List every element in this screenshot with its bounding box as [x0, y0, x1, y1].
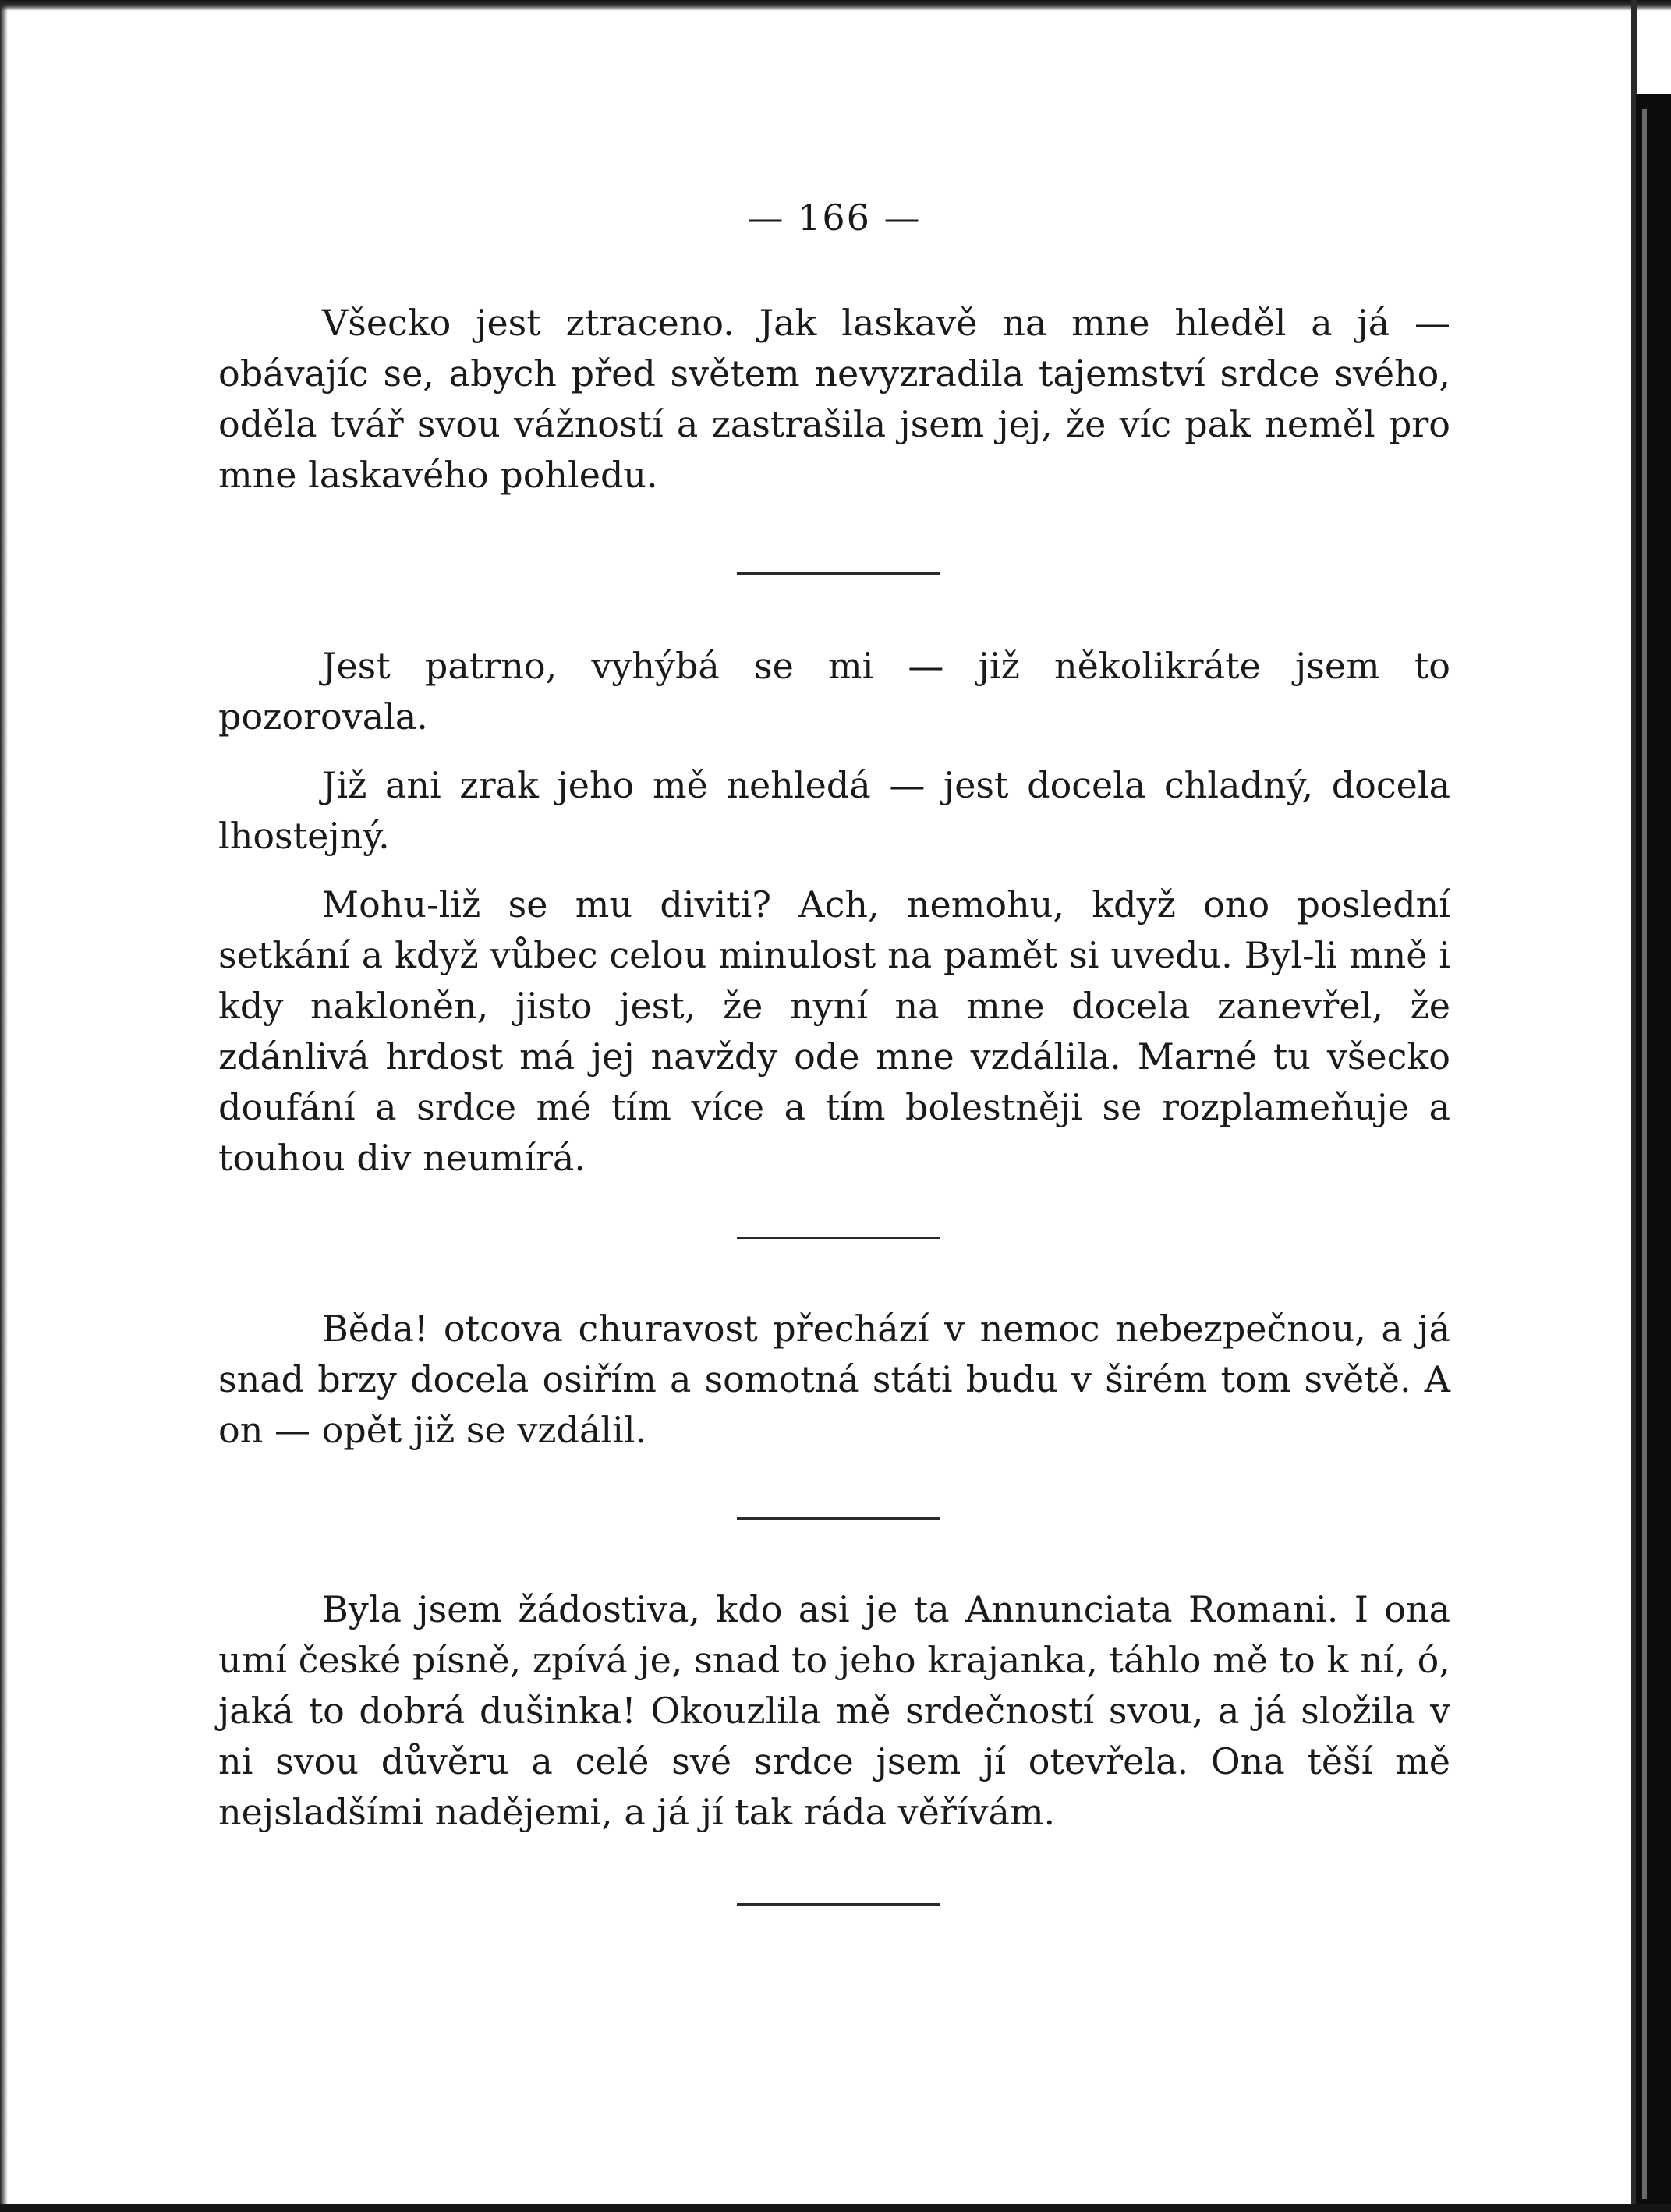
paragraph: Mohu-liž se mu diviti? Ach, nemohu, když ono poslední setkání a když vůbec celou minulost na pamět si uvedu. Byl-li mně i kdy nakloněn, jisto jest, že nyní na mne docela zanevřel, že zdánlivá hrdost má jej navždy ode mne vzdálila. Marné tu všecko doufání a srdce mé tím více a tím bolestněji se rozplameňuje a touhou div neumírá. — [218, 883, 1450, 1179]
section-3 — [218, 1304, 1450, 1456]
section-1 — [218, 298, 1450, 501]
scan-left-edge — [0, 0, 8, 2212]
paragraph: Jest patrno, vyhýbá se mi — již několikráte jsem to pozorovala. — [218, 645, 1450, 738]
page-number: — 166 — — [747, 196, 922, 239]
paragraph: Byla jsem žádostiva, kdo asi je ta Annunciata Romani. I ona umí české písně, zpívá je, snad to jeho krajanka, táhlo mě to k ní, ó, jaká to dobrá dušinka! Okouzlila mě srdečností svou, a já složila v ni svou důvěru a celé své srdce jsem jí otevřela. Ona těší mě nejsladšími nadějemi, a já jí tak ráda věřívám. — [218, 1588, 1450, 1833]
paragraph: Všecko jest ztraceno. Jak laskavě na mne hleděl a já — obávajíc se, abych před světem nevyzradila tajemství srdce svého, oděla tvář svou vážností a zastrašila jsem jej, že víc pak neměl pro mne laskavého pohledu. — [218, 302, 1450, 496]
section-2 — [218, 641, 1450, 1184]
scan-top-edge — [0, 0, 1671, 11]
scan-binding-shadow — [1636, 94, 1671, 2212]
section-divider — [737, 1517, 940, 1520]
section-divider — [737, 1903, 940, 1906]
section-divider — [737, 1237, 940, 1239]
section-4 — [218, 1584, 1450, 1838]
paragraph: Běda! otcova churavost přechází v nemoc nebezpečnou, a já snad brzy docela osiřím a somotná státi budu v širém tom světě. A on — opět již se vzdálil. — [218, 1308, 1450, 1451]
section-divider — [737, 572, 940, 575]
scan-bottom-edge — [0, 2204, 1671, 2212]
scan-binding-line — [1642, 109, 1647, 2199]
paragraph: Již ani zrak jeho mě nehledá — jest docela chladný, docela lhostejný. — [218, 764, 1450, 857]
